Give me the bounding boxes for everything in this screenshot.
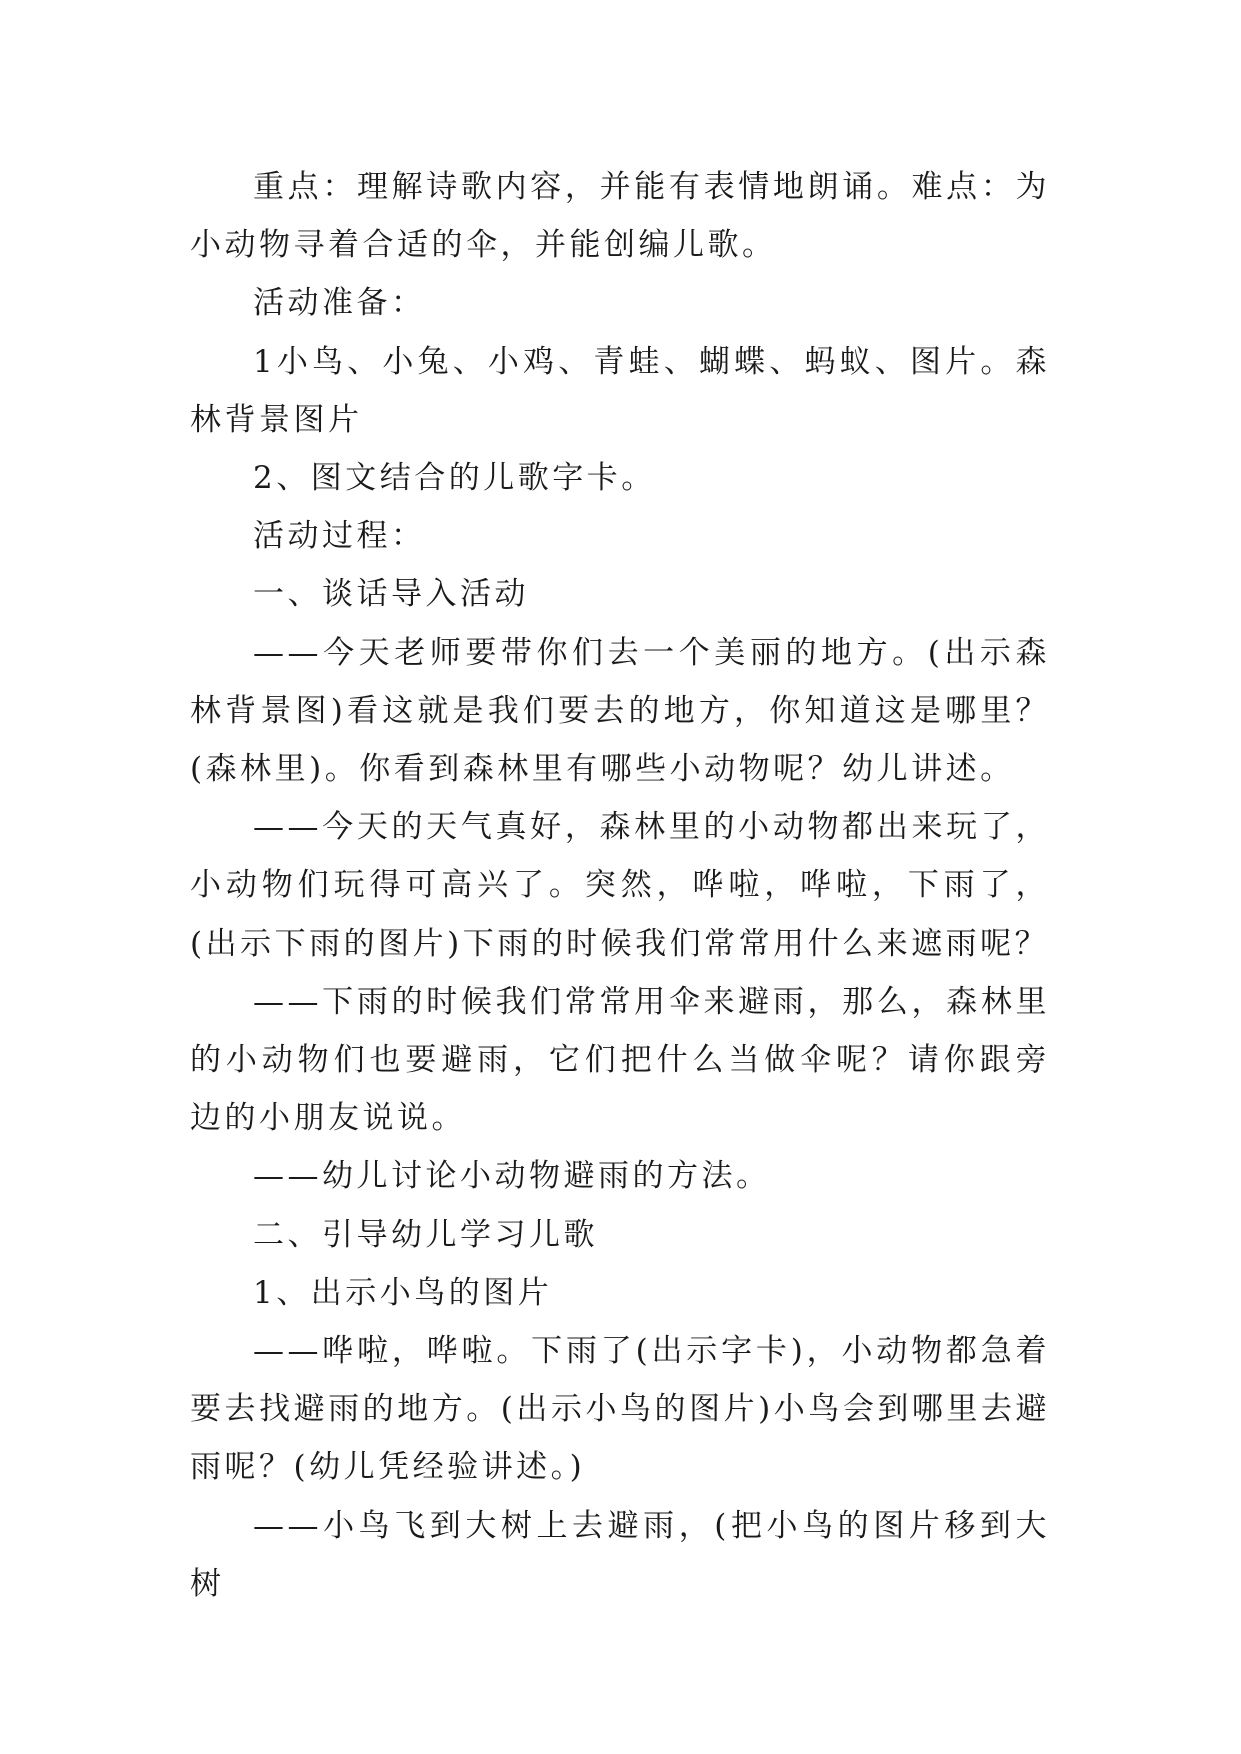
paragraph-forest-intro: ——今天老师要带你们去一个美丽的地方。(出示森林背景图)看这就是我们要去的地方，你知道这是哪里？(森林里)。你看到森林里有哪些小动物呢？幼儿讲述。: [190, 634, 1050, 788]
paragraph-bird-shelter-question: ——哗啦，哗啦。下雨了(出示字卡)，小动物都急着要去找避雨的地方。(出示小鸟的图片)小鸟会到哪里去避雨呢？(幼儿凭经验讲述。): [190, 1333, 1050, 1486]
paragraph-section-two-heading: 二、引导幼儿学习儿歌: [253, 1216, 598, 1253]
paragraph-umbrella-question: ——下雨的时候我们常常用伞来避雨，那么，森林里的小动物们也要避雨，它们把什么当做伞呢？请你跟旁边的小朋友说说。: [190, 983, 1050, 1137]
paragraph-discussion: ——幼儿讨论小动物避雨的方法。: [253, 1158, 771, 1195]
paragraph-bird-flies-to-tree: ——小鸟飞到大树上去避雨，(把小鸟的图片移到大树: [190, 1507, 1050, 1602]
paragraph-preparation-item-1: 1小鸟、小兔、小鸡、青蛙、蝴蝶、蚂蚁、图片。森林背景图片: [190, 343, 1050, 438]
paragraph-section-one-heading: 一、谈话导入活动: [253, 576, 529, 613]
paragraph-rain-starts: ——今天的天气真好，森林里的小动物都出来玩了，小动物们玩得可高兴了。突然，哗啦，哗啦，下雨了，(出示下雨的图片)下雨的时候我们常常用什么来遮雨呢？: [190, 809, 1050, 962]
paragraph-bird-picture: 1、出示小鸟的图片: [253, 1274, 553, 1311]
paragraph-process-heading: 活动过程：: [253, 518, 426, 555]
document-body: [190, 158, 1050, 1613]
paragraph-preparation-heading: 活动准备：: [253, 285, 426, 322]
paragraph-preparation-item-2: 2、图文结合的儿歌字卡。: [253, 460, 656, 497]
paragraph-key-points: 重点：理解诗歌内容，并能有表情地朗诵。难点：为小动物寻着合适的伞，并能创编儿歌。: [190, 169, 1050, 264]
